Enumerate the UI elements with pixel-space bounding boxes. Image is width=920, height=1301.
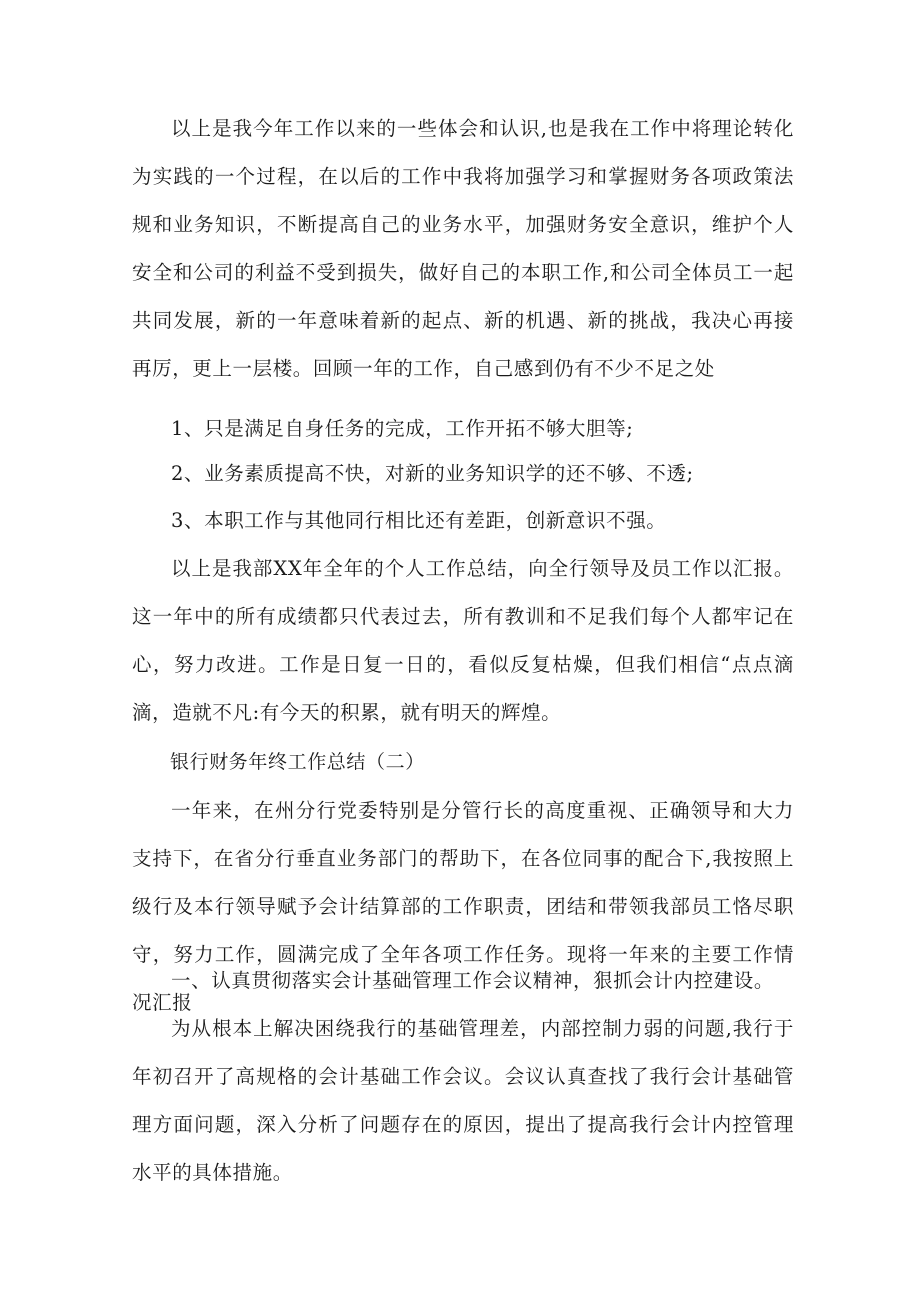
list-item-shortcoming-2: 2、业务素质提高不快，对新的业务知识学的还不够、不透; xyxy=(171,462,694,485)
paragraph-annual-summary: 以上是我部XX年全年的个人工作总结，向全行领导及员工作以汇报。这一年中的所有成绩都只代表过去，所有教训和不足我们每个人都牢记在心，努力改进。工作是日复一日的，看似反复枯燥，但我们相信“点点滴滴，造就不凡:有今天的积累，就有明天的辉煌。 xyxy=(132,557,794,724)
section-heading-part-two: 银行财务年终工作总结（二） xyxy=(170,751,425,773)
paragraph-accounting-meeting: 为从根本上解决困绕我行的基础管理差，内部控制力弱的问题,我行于年初召开了高规格的会计基础工作会议。会议认真查找了我行会计基础管理方面问题，深入分析了问题存在的原因，提出了提高我行会计内控管理水平的具体措施。 xyxy=(132,1017,794,1184)
list-item-shortcoming-3: 3、本职工作与其他同行相比还有差距，创新意识不强。 xyxy=(171,509,667,532)
section-item-accounting-control: 一、认真贯彻落实会计基础管理工作会议精神，狠抓会计内控建设。 xyxy=(171,969,775,992)
paragraph-work-reflection: 以上是我今年工作以来的一些体会和认识,也是我在工作中将理论转化为实践的一个过程，在以后的工作中我将加强学习和掌握财务各项政策法规和业务知识，不断提高自己的业务水平，加强财务安全意识，维护个人安全和公司的利益不受到损失，做好自己的本职工作,和公司全体员工一起共同发展，新的一年意味着新的起点、新的机遇、新的挑战，我决心再接再厉，更上一层楼。回顾一年的工作，自己感到仍有不少不足之处 xyxy=(132,117,794,380)
paragraph-year-overview: 一年来，在州分行党委特别是分管行长的高度重视、正确领导和大力支持下，在省分行垂直业务部门的帮助下，在各位同事的配合下,我按照上级行及本行领导赋予会计结算部的工作职责，团结和带领我部员工恪尽职守，努力工作，圆满完成了全年各项工作任务。现将一年来的主要工作情况汇报 xyxy=(132,799,794,1014)
list-item-shortcoming-1: 1、只是满足自身任务的完成，工作开拓不够大胆等; xyxy=(171,417,634,440)
